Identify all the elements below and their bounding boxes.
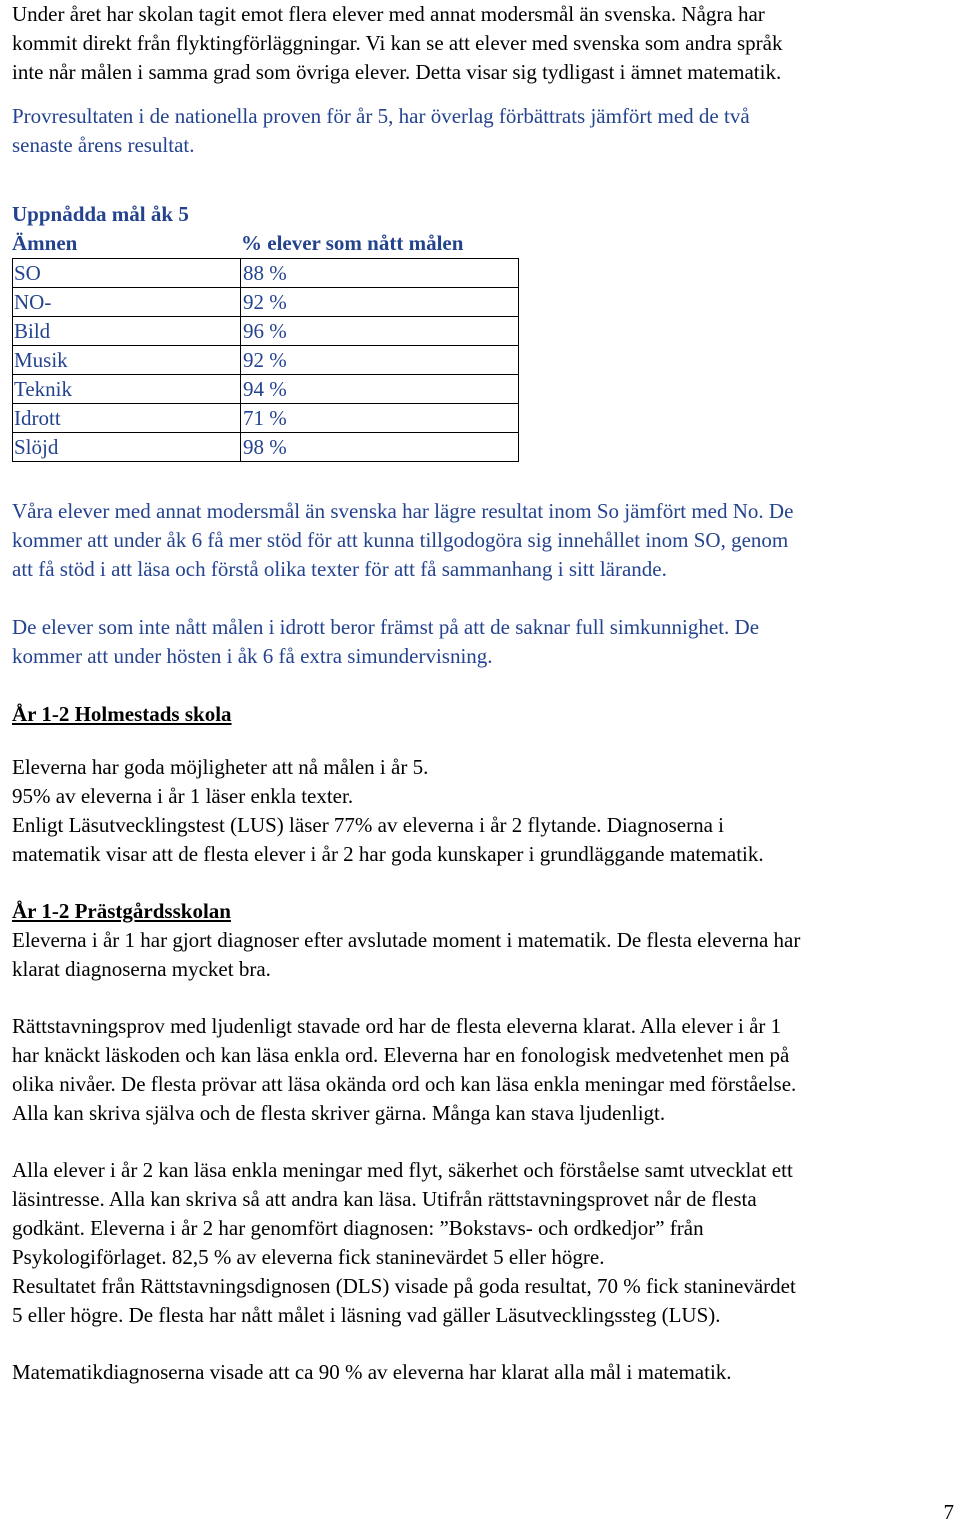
- prastgard-line: klarat diagnoserna mycket bra.: [12, 957, 271, 981]
- so-comment-line: att få stöd i att läsa och förstå olika texter för att få sammanhang i sitt lärande.: [12, 557, 667, 581]
- subject-cell: NO-: [13, 288, 241, 317]
- intro-line: kommit direkt från flyktingförläggningar. Vi kan se att elever med svenska som andra språk: [12, 31, 783, 55]
- table-row: [13, 317, 519, 346]
- percent-cell: 71 %: [241, 404, 519, 433]
- provresultat-line: Provresultaten i de nationella proven för år 5, har överlag förbättrats jämfört med de två: [12, 104, 750, 128]
- prastgard-line: Psykologiförlaget. 82,5 % av eleverna fick staninevärdet 5 eller högre.: [12, 1245, 605, 1269]
- subject-cell: Bild: [13, 317, 241, 346]
- prastgard-line: 5 eller högre. De flesta har nått målet i läsning vad gäller Läsutvecklingssteg (LUS).: [12, 1303, 721, 1327]
- idrott-comment-paragraph: [12, 613, 956, 671]
- percent-cell: 92 %: [241, 288, 519, 317]
- prastgard-paragraph-3: [12, 1156, 956, 1330]
- so-comment-paragraph: [12, 497, 956, 584]
- subject-cell: Teknik: [13, 375, 241, 404]
- table-row: [13, 375, 519, 404]
- table-row: [13, 346, 519, 375]
- prastgard-line: Rättstavningsprov med ljudenligt stavade ord har de flesta eleverna klarat. Alla elever i år 1: [12, 1014, 782, 1038]
- table-row: [13, 404, 519, 433]
- header-percent: % elever som nått målen: [241, 231, 464, 255]
- page-number: 7: [943, 1500, 954, 1524]
- intro-paragraph: [12, 0, 956, 87]
- holmestad-line: Enligt Läsutvecklingstest (LUS) läser 77% av eleverna i år 2 flytande. Diagnoserna i: [12, 813, 725, 837]
- intro-line: inte når målen i samma grad som övriga elever. Detta visar sig tydligast i ämnet matematik.: [12, 60, 782, 84]
- prastgard-line: Matematikdiagnoserna visade att ca 90 % av eleverna har klarat alla mål i matematik.: [12, 1360, 732, 1384]
- provresultat-line: senaste årens resultat.: [12, 133, 195, 157]
- percent-cell: 98 %: [241, 433, 519, 462]
- table-row: [13, 433, 519, 462]
- provresultat-paragraph: [12, 102, 956, 160]
- prastgard-paragraph-1: [12, 926, 956, 984]
- intro-line: Under året har skolan tagit emot flera elever med annat modersmål än svenska. Några har: [12, 2, 765, 26]
- idrott-comment-line: kommer att under hösten i åk 6 få extra simundervisning.: [12, 644, 493, 668]
- prastgard-line: olika nivåer. De flesta prövar att läsa okända ord och kan läsa enkla meningar med förståelse.: [12, 1072, 797, 1096]
- subject-cell: SO: [13, 259, 241, 288]
- subject-cell: Musik: [13, 346, 241, 375]
- results-table: [12, 258, 519, 462]
- prastgard-line: läsintresse. Alla kan skriva så att andra kan läsa. Utifrån rättstavningsprovet når de flesta: [12, 1187, 757, 1211]
- table-header: [12, 229, 956, 258]
- prastgard-line: Alla kan skriva själva och de flesta skriver gärna. Många kan stava ljudenligt.: [12, 1101, 666, 1125]
- percent-cell: 94 %: [241, 375, 519, 404]
- prastgard-paragraph-4: [12, 1358, 956, 1387]
- prastgard-heading: År 1-2 Prästgårdsskolan: [12, 899, 231, 923]
- holmestad-paragraph: [12, 753, 956, 869]
- subject-cell: Idrott: [13, 404, 241, 433]
- prastgard-paragraph-2: [12, 1012, 956, 1128]
- so-comment-line: Våra elever med annat modersmål än svenska har lägre resultat inom So jämfört med No. De: [12, 499, 794, 523]
- percent-cell: 96 %: [241, 317, 519, 346]
- percent-cell: 92 %: [241, 346, 519, 375]
- holmestad-line: Eleverna har goda möjligheter att nå målen i år 5.: [12, 755, 429, 779]
- holmestad-line: 95% av eleverna i år 1 läser enkla texter.: [12, 784, 354, 808]
- table-row: [13, 259, 519, 288]
- table-title: Uppnådda mål åk 5: [12, 202, 189, 226]
- prastgard-line: Resultatet från Rättstavningsdignosen (DLS) visade på goda resultat, 70 % fick staninevärdet: [12, 1274, 796, 1298]
- holmestad-heading: År 1-2 Holmestads skola: [12, 702, 232, 726]
- table-row: [13, 288, 519, 317]
- results-table-block: [12, 200, 956, 462]
- holmestad-line: matematik visar att de flesta elever i år 2 har goda kunskaper i grundläggande matematik.: [12, 842, 764, 866]
- prastgard-line: Alla elever i år 2 kan läsa enkla meningar med flyt, säkerhet och förståelse samt utvecklat ett: [12, 1158, 793, 1182]
- idrott-comment-line: De elever som inte nått målen i idrott beror främst på att de saknar full simkunnighet. De: [12, 615, 760, 639]
- header-subject: Ämnen: [12, 231, 78, 255]
- percent-cell: 88 %: [241, 259, 519, 288]
- prastgard-line: godkänt. Eleverna i år 2 har genomfört diagnosen: ”Bokstavs- och ordkedjor” från: [12, 1216, 704, 1240]
- subject-cell: Slöjd: [13, 433, 241, 462]
- so-comment-line: kommer att under åk 6 få mer stöd för att kunna tillgodogöra sig innehållet inom SO, genom: [12, 528, 789, 552]
- prastgard-line: har knäckt läskoden och kan läsa enkla ord. Eleverna har en fonologisk medvetenhet men på: [12, 1043, 790, 1067]
- prastgard-line: Eleverna i år 1 har gjort diagnoser efter avslutade moment i matematik. De flesta eleverna har: [12, 928, 801, 952]
